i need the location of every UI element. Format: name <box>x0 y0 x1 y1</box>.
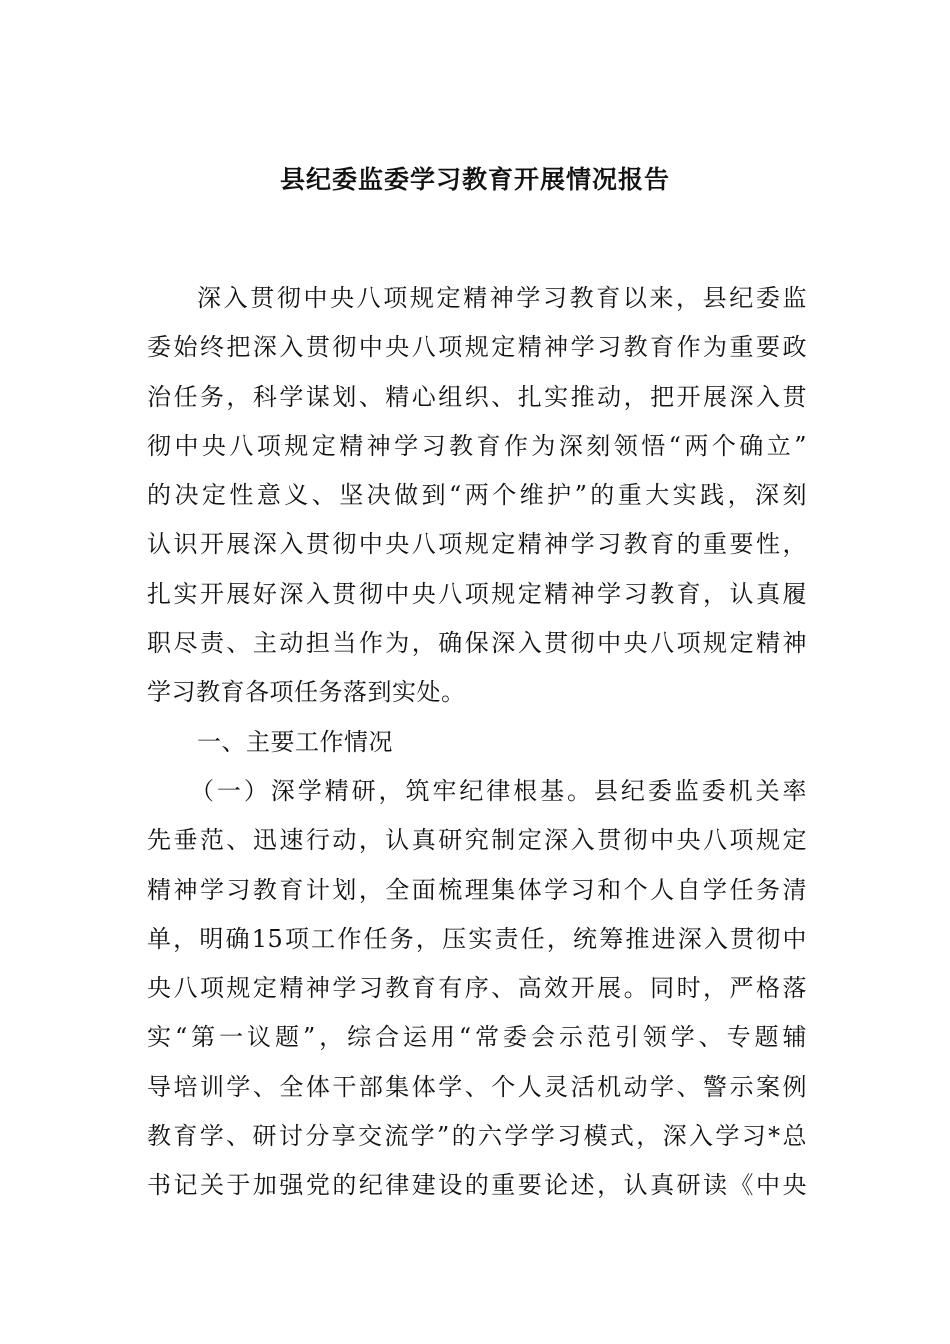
paragraph-line: （一）深学精研，筑牢纪律根基。县纪委监委机关率 <box>190 776 807 805</box>
paragraph-line: 学习教育各项任务落到实处。 <box>147 678 466 707</box>
document-body <box>147 274 807 1211</box>
paragraph-line: 导培训学、全体干部集体学、个人灵活机动学、警示案例 <box>147 1072 807 1101</box>
paragraph-line: 书记关于加强党的纪律建设的重要论述，认真研读《中央 <box>147 1171 807 1200</box>
paragraph-line: 彻中央八项规定精神学习教育作为深刻领悟“两个确立” <box>147 431 807 460</box>
section-heading: 一、主要工作情况 <box>197 727 393 756</box>
paragraph-line: 委始终把深入贯彻中央八项规定精神学习教育作为重要政 <box>147 333 807 362</box>
paragraph-line: 精神学习教育计划，全面梳理集体学习和个人自学任务清 <box>147 875 807 904</box>
paragraph-line: 央八项规定精神学习教育有序、高效开展。同时，严格落 <box>147 974 807 1003</box>
paragraph-line: 教育学、研讨分享交流学”的六学学习模式，深入学习*总 <box>147 1122 807 1151</box>
paragraph-line: 扎实开展好深入贯彻中央八项规定精神学习教育，认真履 <box>147 579 807 608</box>
paragraph-line: 职尽责、主动担当作为，确保深入贯彻中央八项规定精神 <box>147 629 807 658</box>
paragraph-line: 深入贯彻中央八项规定精神学习教育以来，县纪委监 <box>197 284 807 312</box>
paragraph-line: 的决定性意义、坚决做到“两个维护”的重大实践，深刻 <box>147 481 807 510</box>
paragraph-line: 治任务，科学谋划、精心组织、扎实推动，把开展深入贯 <box>147 382 807 411</box>
paragraph-line: 实“第一议题”，综合运用“常委会示范引领学、专题辅 <box>147 1023 807 1052</box>
document-title: 县纪委监委学习教育开展情况报告 <box>279 165 670 194</box>
paragraph-line: 先垂范、迅速行动，认真研究制定深入贯彻中央八项规定 <box>147 826 807 855</box>
paragraph-line: 单，明确15项工作任务，压实责任，统筹推进深入贯彻中 <box>147 924 807 953</box>
paragraph-line: 认识开展深入贯彻中央八项规定精神学习教育的重要性， <box>147 530 807 559</box>
